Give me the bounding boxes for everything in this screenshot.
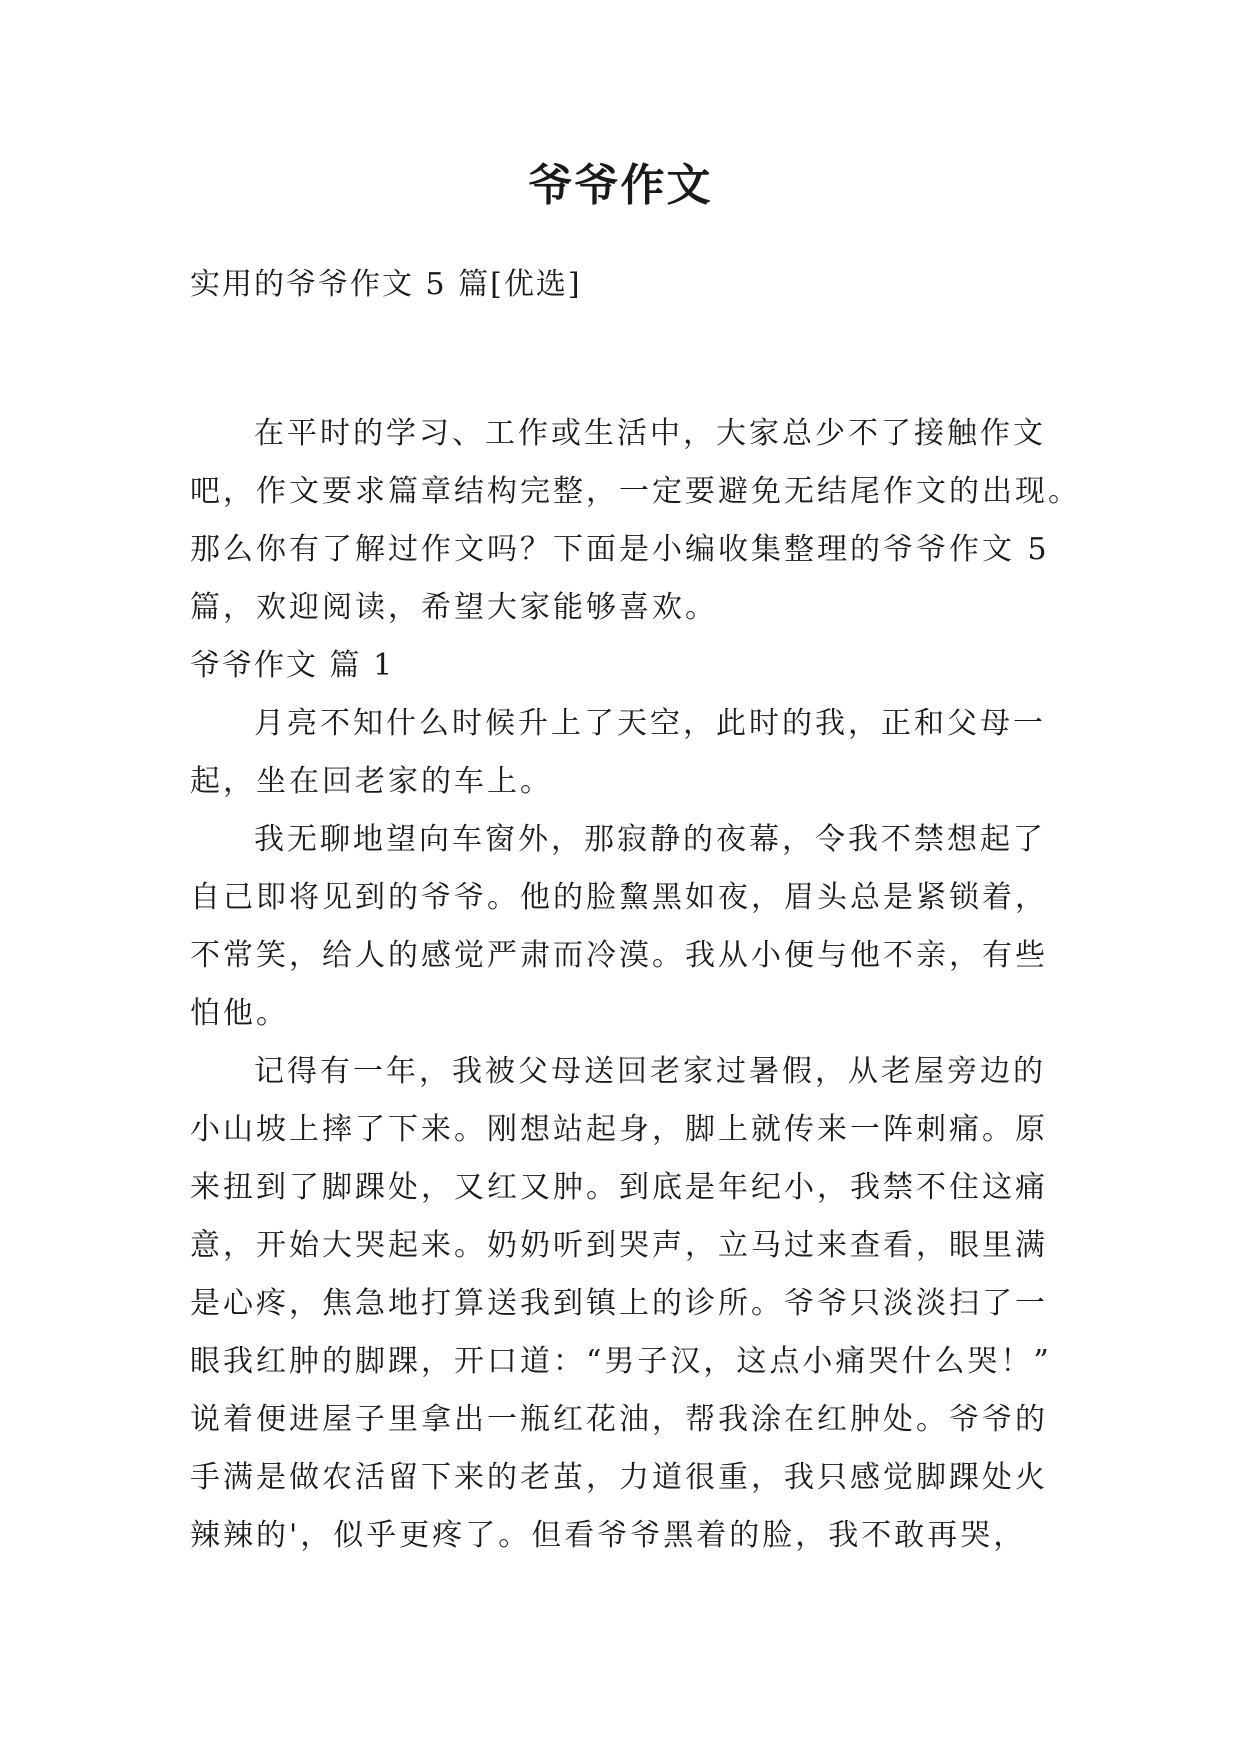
text-line: 不常笑，给人的感觉严肃而冷漠。我从小便与他不亲，有些 [190, 938, 1048, 973]
text-line: 起，坐在回老家的车上。 [190, 764, 553, 799]
text-line: 在平时的学习、工作或生活中，大家总少不了接触作文 [254, 416, 1046, 451]
text-line: 手满是做农活留下来的老茧，力道很重，我只感觉脚踝处火 [190, 1460, 1048, 1495]
text-line: 月亮不知什么时候升上了天空，此时的我，正和父母一 [254, 706, 1046, 741]
text-line: 吧，作文要求篇章结构完整，一定要避免无结尾作文的出现。 [190, 474, 1081, 509]
text-line: 意，开始大哭起来。奶奶听到哭声，立马过来查看，眼里满 [190, 1228, 1048, 1263]
text-line: 那么你有了解过作文吗？下面是小编收集整理的爷爷作文 5 [190, 532, 1050, 567]
text-line: 辣辣的'，似乎更疼了。但看爷爷黑着的脸，我不敢再哭， [190, 1518, 1027, 1553]
text-line: 怕他。 [190, 996, 289, 1031]
text-line: 是心疼，焦急地打算送我到镇上的诊所。爷爷只淡淡扫了一 [190, 1286, 1048, 1321]
section-heading: 爷爷作文 篇 1 [190, 648, 395, 683]
document-title: 爷爷作文 [528, 160, 713, 211]
text-line: 小山坡上摔了下来。刚想站起身，脚上就传来一阵刺痛。原 [190, 1112, 1048, 1147]
text-line: 篇，欢迎阅读，希望大家能够喜欢。 [190, 590, 718, 625]
text-line: 眼我红肿的脚踝，开口道：“男子汉，这点小痛哭什么哭！” [190, 1344, 1052, 1379]
text-line: 自己即将见到的爷爷。他的脸黧黑如夜，眉头总是紧锁着， [190, 880, 1048, 915]
document-subtitle: 实用的爷爷作文 5 篇[优选] [190, 267, 582, 302]
text-line: 说着便进屋子里拿出一瓶红花油，帮我涂在红肿处。爷爷的 [190, 1402, 1048, 1437]
text-line: 记得有一年，我被父母送回老家过暑假，从老屋旁边的 [254, 1054, 1046, 1089]
document-body [190, 405, 1081, 1565]
text-line: 我无聊地望向车窗外，那寂静的夜幕，令我不禁想起了 [254, 822, 1046, 857]
text-line: 来扭到了脚踝处，又红又肿。到底是年纪小，我禁不住这痛 [190, 1170, 1048, 1205]
